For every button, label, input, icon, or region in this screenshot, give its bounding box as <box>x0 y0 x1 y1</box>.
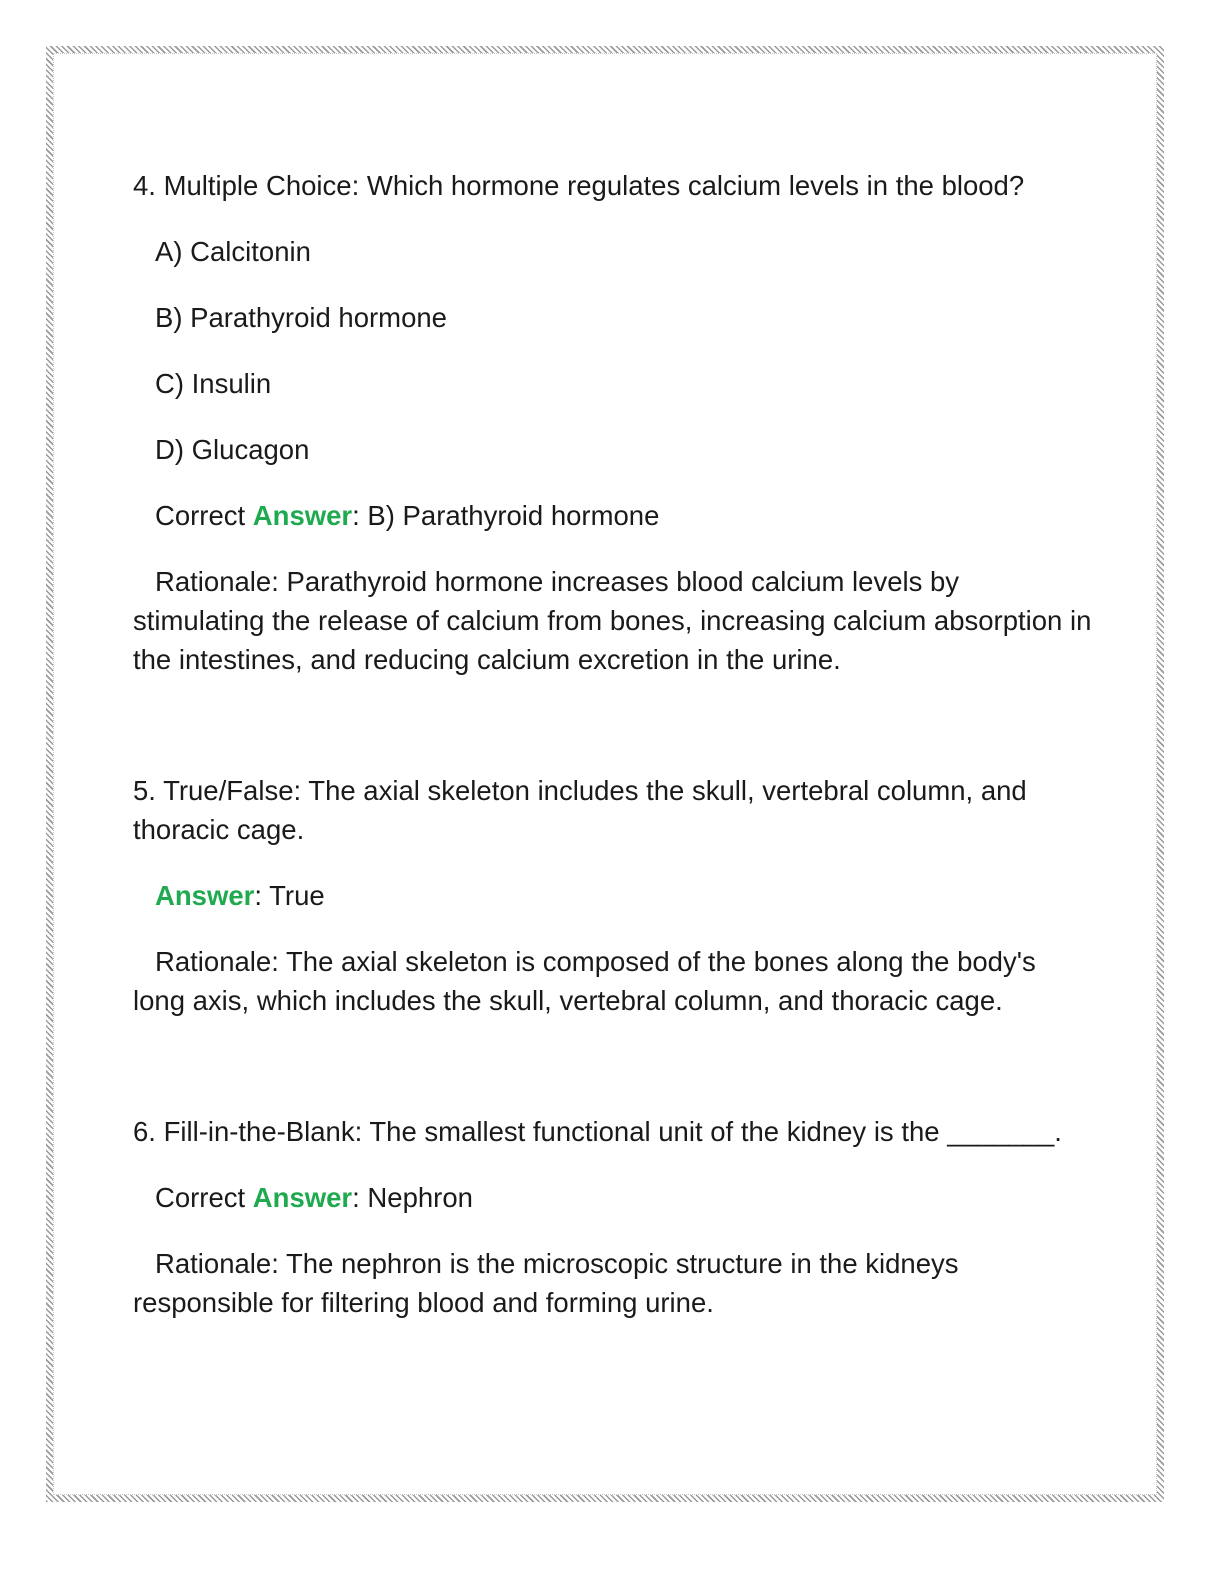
question-text: 6. Fill-in-the-Blank: The smallest functional unit of the kidney is the _______. <box>133 1116 1062 1147</box>
option-b: B) Parathyroid hormone <box>155 302 447 333</box>
correct-answer <box>133 876 1093 915</box>
answer-label: Answer <box>252 1182 353 1213</box>
document-body <box>133 166 1093 1322</box>
answer-prefix: Correct <box>155 500 253 531</box>
answer-value: : B) Parathyroid hormone <box>352 500 660 531</box>
question-text: 4. Multiple Choice: Which hormone regulates calcium levels in the blood? <box>133 170 1025 201</box>
correct-answer <box>133 496 1093 535</box>
question-block-5 <box>133 771 1093 1020</box>
rationale-text: Rationale: The nephron is the microscopic structure in the kidneys responsible for filtering blood and forming urine. <box>133 1248 959 1318</box>
rationale-text: Rationale: The axial skeleton is composed of the bones along the body's long axis, which includes the skull, vertebral column, and thoracic cage. <box>133 946 1036 1016</box>
question-text: 5. True/False: The axial skeleton includes the skull, vertebral column, and thoracic cage. <box>133 775 1027 845</box>
answer-prefix: Correct <box>155 1182 253 1213</box>
option-a: A) Calcitonin <box>155 236 311 267</box>
correct-answer <box>133 1178 1093 1217</box>
option-c: C) Insulin <box>155 368 272 399</box>
answer-label: Answer <box>155 880 255 911</box>
question-block-6 <box>133 1112 1093 1322</box>
answer-value: : True <box>254 880 325 911</box>
answer-value: : Nephron <box>352 1182 473 1213</box>
question-block-4 <box>133 166 1093 679</box>
rationale-text: Rationale: Parathyroid hormone increases blood calcium levels by stimulating the release of calcium from bones, increasing calcium absorption in the intestines, and reducing calcium excretion in the urine. <box>133 566 1092 675</box>
answer-label: Answer <box>252 500 353 531</box>
option-d: D) Glucagon <box>155 434 310 465</box>
